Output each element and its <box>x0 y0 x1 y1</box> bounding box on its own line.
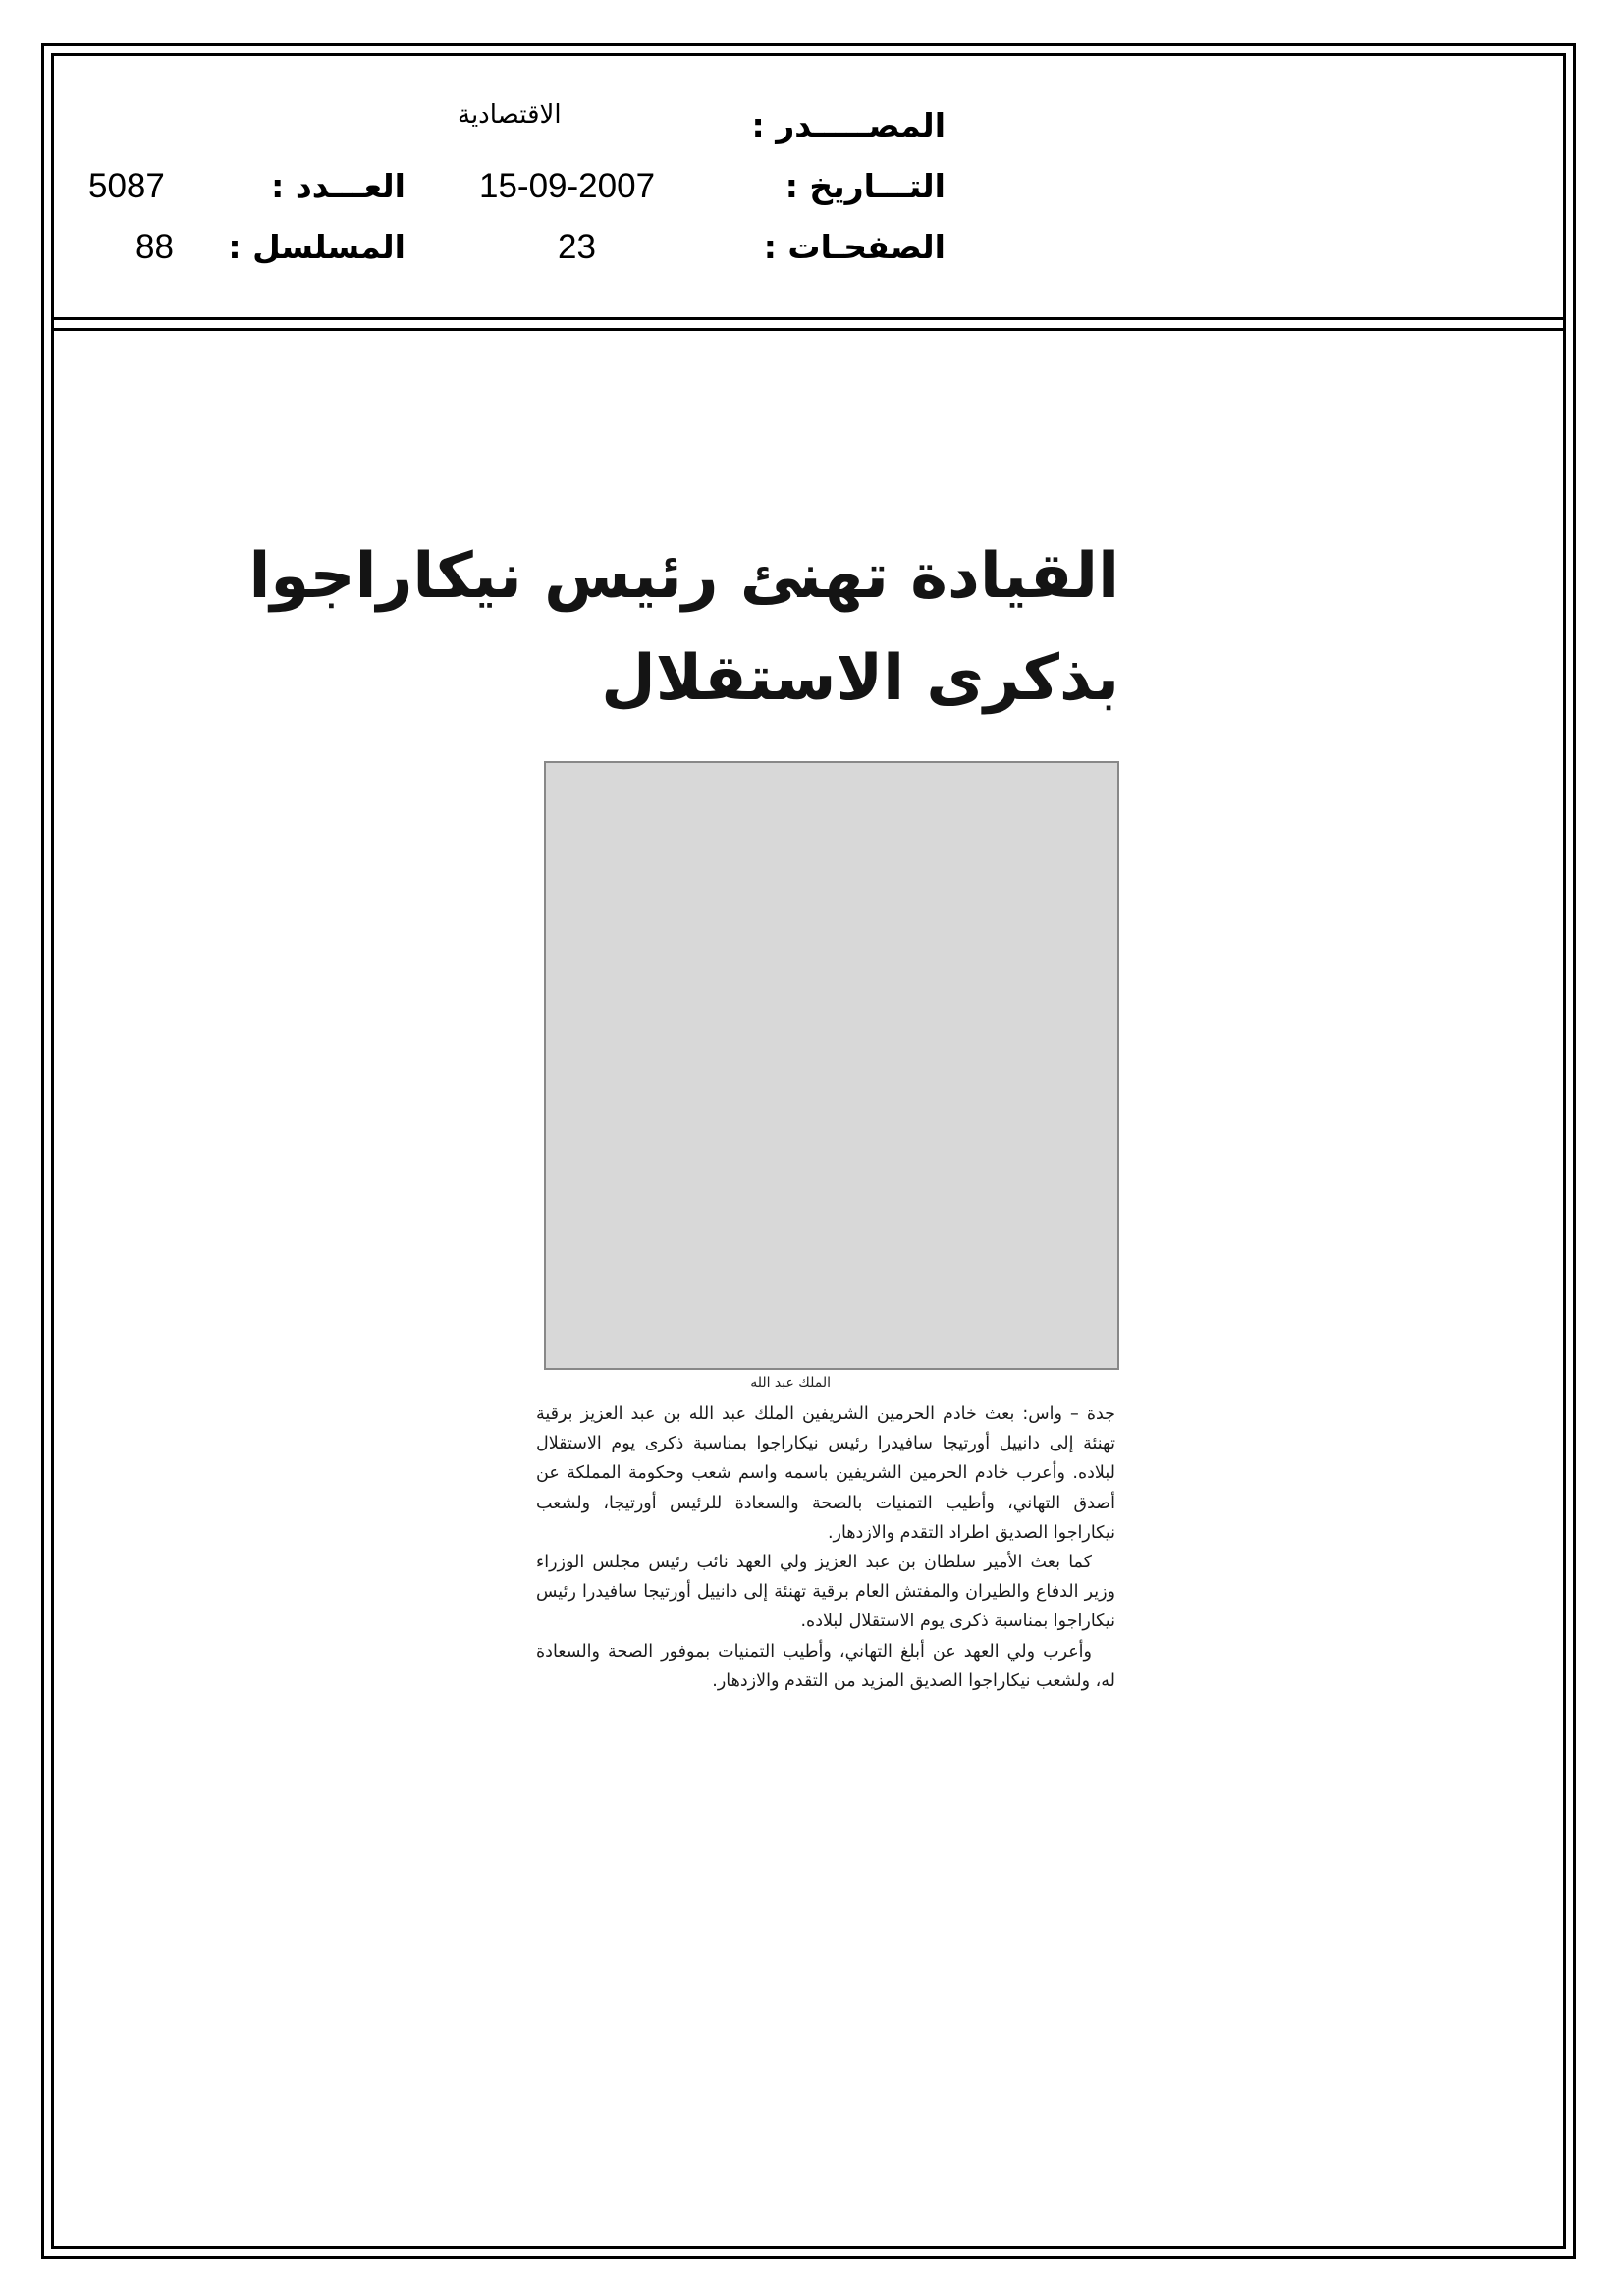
headline-line-2: بذكرى الاستقلال <box>601 642 1119 715</box>
source-value: الاقتصادية <box>458 100 562 130</box>
newspaper-clipping <box>248 496 1125 1812</box>
article-paragraph-3: وأعرب ولي العهد عن أبلغ التهاني، وأطيب التمنيات بموفور الصحة والسعادة له، ولشعب نيكاراجوا الصديق المزيد من التقدم والازدهار. <box>536 1641 1115 1691</box>
pages-label: الصفحـات : <box>763 228 946 266</box>
headline-line-1: القيادة تهنئ رئيس نيكاراجوا <box>248 540 1119 613</box>
article-paragraph-1: جدة – واس: بعث خادم الحرمين الشريفين الملك عبد الله بن عبد العزيز برقية تهنئة إلى دانييل أورتيجا سافيدرا رئيس نيكاراجوا بمناسبة ذكرى يوم الاستقلال لبلاده. وأعرب خادم الحرمين الشريفين باسمه واسم شعب وحكومة المملكة عن أصدق التهاني، وأطيب التمنيات بالصحة والسعادة للرئيس أورتيجا، ولشعب نيكاراجوا الصديق اطراد التقدم والازدهار. <box>536 1404 1115 1543</box>
issue-value: 5087 <box>88 167 165 205</box>
date-label: التـــاريخ : <box>784 167 946 205</box>
serial-label: المسلسل : <box>228 228 406 266</box>
article-photo <box>544 761 1119 1370</box>
source-label: المصـــــدر : <box>751 106 946 144</box>
issue-label: العـــدد : <box>271 167 406 205</box>
date-value: 15-09-2007 <box>479 167 656 205</box>
article-body <box>536 1399 1115 1696</box>
header-divider-double <box>51 328 1566 331</box>
pages-value: 23 <box>558 228 596 266</box>
article-headline <box>248 525 1119 730</box>
photo-caption: الملك عبد الله <box>750 1375 831 1391</box>
article-paragraph-2: كما بعث الأمير سلطان بن عبد العزيز ولي العهد نائب رئيس مجلس الوزراء وزير الدفاع والطيران والمفتش العام برقية تهنئة إلى دانييل أورتيجا سافيدرا رئيس نيكاراجوا بمناسبة ذكرى يوم الاستقلال لبلاده. <box>536 1553 1115 1632</box>
serial-value: 88 <box>135 228 174 266</box>
header-divider <box>51 317 1566 320</box>
